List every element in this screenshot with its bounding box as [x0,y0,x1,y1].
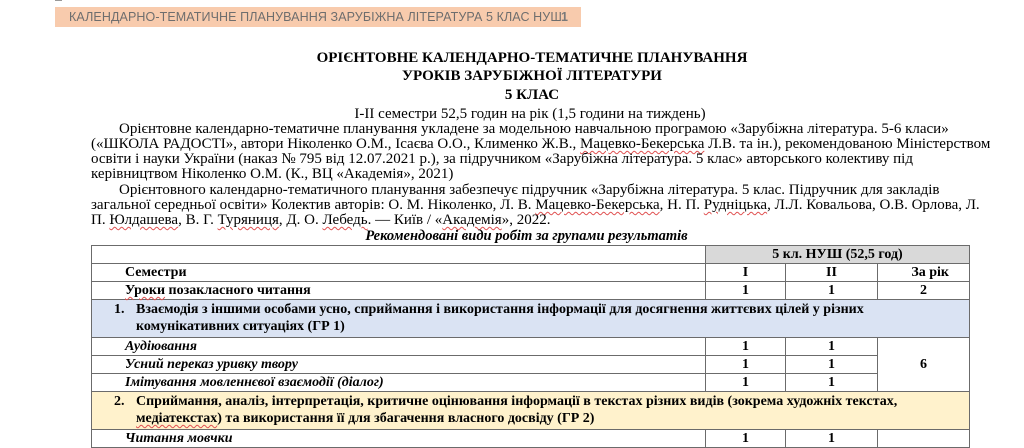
group-number: 2. [114,394,125,409]
text-cursor-mark [55,0,62,1]
table-row-dialogue [92,374,970,392]
table-row-retelling [92,356,970,374]
spellcheck-flagged-word: Уроки [125,283,166,298]
table-row-group-2 [92,392,970,430]
paragraph-line [91,213,1011,228]
text-span: , Д. О. [278,212,323,228]
table-cell: 1 [786,282,878,300]
table-cell: 1 [706,430,786,448]
table-cell: 1 [786,430,878,448]
group-number: 1. [114,302,125,317]
document-title-line-2: УРОКІВ ЗАРУБІЖНОЇ ЛІТЕРАТУРИ [402,68,662,84]
text-span: П. [91,212,110,228]
page-number: 1 [561,10,568,24]
group-text: Взаємодія з іншими особами усно, сприймання і використання інформації для досягнення життєвих цілей у різних комунікативних ситуаціях (ГР 1) [136,302,864,334]
document-title-line-3: 5 КЛАС [504,87,560,103]
spellcheck-flagged-word: Мацевко-Бекерська [580,136,705,152]
row-label: Семестри [92,264,706,282]
text-span: позакласного читання [165,283,311,298]
table-cell: 1 [706,374,786,392]
text-span: ) та використання її для збагачення власного досвіду (ГР 2) [217,411,595,426]
table-row-extra-reading [92,282,970,300]
text-span: », 2022. [501,212,551,228]
paragraph-line: Орієнтовне календарно-тематичне планування укладене за модельною навчальною програмою «Зарубіжна література. 5-6 класи» [119,121,949,137]
table-cell: 1 [706,356,786,374]
document-title-line-1: ОРІЄНТОВНЕ КАЛЕНДАРНО-ТЕМАТИЧНЕ ПЛАНУВАННЯ [316,50,748,66]
table-cell: 1 [786,374,878,392]
spellcheck-flagged-word: Мацевко-Бекерська [535,197,660,213]
per-year-header: За рік [878,264,970,282]
spellcheck-flagged-word: Лебедь [322,212,368,228]
recommended-works-heading: Рекомендовані види робіт за групами результатів [365,228,688,244]
row-label: Імітування мовленнєвої взаємодії (діалог) [92,374,706,392]
text-span: , В. Г. [178,212,218,228]
intro-paragraph-1 [91,122,1011,182]
text-span: , Л.Л. Ковальова, О.В. Орлова, Л. [767,197,980,213]
spellcheck-flagged-word: Академія [442,212,502,228]
group-1-heading-cell [92,300,970,338]
intro-paragraph-2 [91,183,1011,228]
paragraph-line: освіти і науки України (наказ № 795 від 12.07.2021 р.), за підручником «Зарубіжна література. 5 клас» авторського колективу під [91,151,913,167]
spellcheck-flagged-word: Юлдашева [109,212,179,228]
planning-table [91,245,970,448]
spellcheck-flagged-word: Туряниця [217,212,279,228]
row-label: Читання мовчки [92,430,706,448]
text-span: , Н. П. [659,197,704,213]
group-text [136,393,934,427]
table-header-row [92,246,970,264]
row-label: Усний переказ уривку твору [92,356,706,374]
table-cell-empty [92,246,706,264]
text-span: («ШКОЛА РАДОСТІ», автори Ніколенко О.М., Ісаєва О.О., Клименко Ж.В., [91,136,581,152]
paragraph-line [91,137,1011,152]
paragraph-line [91,198,1011,213]
row-label [92,282,706,300]
text-span: . — Київ / « [367,212,443,228]
table-cell-empty [878,430,970,448]
semester-2-header: ІІ [786,264,878,282]
spellcheck-flagged-word: Рудніцька [703,197,768,213]
table-row-listening [92,338,970,356]
semester-1-header: І [706,264,786,282]
table-header-group-label: 5 кл. НУШ (52,5 год) [772,247,903,262]
text-span: Л.В. та ін.), рекомендованою Міністерством [704,136,991,152]
paragraph-line: керівництвом Ніколенко О.М. (К., ВЦ «Академія», 2021) [91,166,454,182]
table-cell: 1 [706,338,786,356]
table-cell: 1 [706,282,786,300]
spellcheck-flagged-word: медіатекстах [136,411,218,426]
table-row-semesters [92,264,970,282]
table-cell: 1 [786,356,878,374]
text-span: загальної середньої освіти» Колектив авторів: О. М. Ніколенко, Л. В. [91,197,536,213]
group-2-heading-cell [92,392,970,430]
table-cell: 2 [878,282,970,300]
text-span: Сприймання, аналіз, інтерпретація, критичне оцінювання інформації в текстах різних видів (зокрема художніх текстах, [136,394,898,409]
table-row-group-1 [92,300,970,338]
row-label: Аудіювання [92,338,706,356]
paragraph-line: Орієнтовного календарно-тематичного планування забезпечує підручник «Зарубіжна література. 5 клас. Підручник для закладів [119,182,940,198]
table-cell: 1 [786,338,878,356]
table-row-silent-reading [92,430,970,448]
running-header-title: КАЛЕНДАРНО-ТЕМАТИЧНЕ ПЛАНУВАННЯ ЗАРУБІЖНА ЛІТЕРАТУРА 5 КЛАС НУШ [69,10,562,24]
group-1-total-cell: 6 [878,338,970,392]
document-subtitle: І-ІІ семестри 52,5 годин на рік (1,5 години на тиждень) [354,106,706,122]
table-header-group-cell [706,246,970,264]
